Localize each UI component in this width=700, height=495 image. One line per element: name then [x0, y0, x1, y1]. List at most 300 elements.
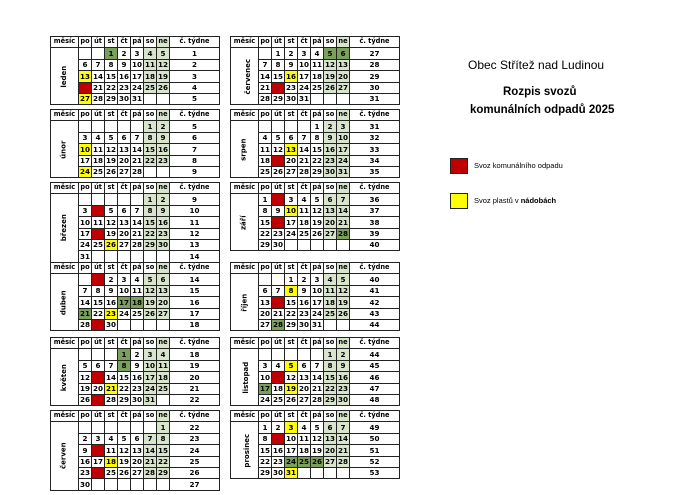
week-number-cell: 9 [170, 166, 220, 177]
day-cell: 3 [311, 274, 324, 285]
week-row [231, 274, 400, 285]
schedule-title-line1: Rozpis svozů [503, 86, 577, 98]
day-cell: 14 [144, 445, 155, 455]
day-cell: 29 [144, 240, 155, 250]
day-cell: 9 [298, 285, 311, 296]
day-cell: 16 [131, 372, 142, 382]
day-cell: 6 [79, 59, 92, 70]
day-cell [105, 121, 118, 132]
day-cell: 13 [285, 144, 296, 154]
week-number-cell: 38 [350, 217, 400, 228]
day-cell: 6 [298, 360, 311, 371]
day-cell [272, 121, 285, 132]
day-cell: 4 [92, 205, 105, 216]
day-cell: 24 [337, 156, 348, 166]
day-cell: 15 [92, 297, 103, 307]
day-cell: 28 [105, 395, 116, 405]
day-cell: 10 [285, 434, 296, 444]
day-cell: 12 [144, 286, 155, 296]
day-cell: 23 [157, 229, 168, 239]
day-cell: 14 [272, 297, 283, 307]
day-cell: 6 [324, 422, 337, 433]
day-cell: 28 [92, 94, 103, 104]
week-number-cell: 6 [170, 132, 220, 143]
day-cell: 15 [285, 297, 296, 307]
day-cell: 30 [131, 395, 142, 405]
header-cell: čt [118, 183, 131, 194]
header-cell: č. týdne [170, 37, 220, 48]
day-cell: 27 [157, 309, 168, 319]
day-cell: 1 [92, 274, 105, 285]
day-cell: 8 [311, 132, 324, 143]
day-cell: 18 [272, 384, 283, 394]
month-name: únor [59, 140, 68, 159]
day-cell: 1 [118, 349, 131, 360]
week-number-cell: 39 [350, 228, 400, 239]
day-cell [92, 48, 105, 59]
day-cell: 24 [298, 83, 309, 93]
day-cell: 8 [272, 59, 285, 70]
day-cell: 28 [272, 320, 283, 330]
week-number-cell: 16 [170, 297, 220, 308]
day-cell: 27 [92, 395, 103, 405]
day-cell: 30 [118, 94, 129, 104]
day-cell: 15 [118, 372, 129, 382]
day-cell: 19 [285, 384, 296, 394]
day-cell: 5 [118, 433, 131, 444]
month-table [50, 410, 220, 491]
legend-waste-swatch [450, 158, 468, 174]
month-name: říjen [239, 293, 248, 312]
day-cell: 30 [105, 320, 116, 330]
day-cell: 27 [337, 83, 348, 93]
header-cell: út [272, 37, 285, 48]
week-number-cell: 51 [350, 445, 400, 456]
week-number-cell: 32 [350, 132, 400, 143]
day-cell: 28 [131, 240, 142, 250]
day-cell [144, 93, 157, 104]
header-cell: č. týdne [350, 263, 400, 274]
day-cell: 18 [105, 457, 116, 467]
legend-plastic-swatch [450, 193, 468, 209]
day-cell: 29 [157, 468, 168, 478]
day-cell [157, 93, 170, 104]
month-11 [230, 410, 399, 479]
header-cell: st [285, 338, 298, 349]
day-cell: 15 [259, 445, 270, 455]
header-cell: čt [118, 110, 131, 121]
week-row [231, 349, 400, 360]
day-cell: 29 [285, 320, 296, 330]
header-cell: č. týdne [170, 411, 220, 422]
day-cell: 20 [285, 156, 296, 166]
header-cell: měsíc [51, 110, 79, 121]
day-cell [324, 239, 337, 250]
header-cell: so [144, 183, 157, 194]
week-number-cell: 30 [350, 82, 400, 93]
month-name-cell [231, 349, 259, 406]
month-0 [50, 36, 219, 105]
week-number-cell: 53 [350, 467, 400, 478]
month-name-cell [51, 48, 79, 105]
day-cell [131, 319, 144, 330]
day-cell [118, 251, 131, 262]
header-cell: pá [131, 411, 144, 422]
day-cell [131, 194, 144, 205]
day-cell [337, 467, 350, 478]
week-number-cell: 44 [350, 349, 400, 360]
header-cell: so [144, 110, 157, 121]
day-cell: 5 [311, 422, 324, 433]
week-number-cell: 42 [350, 297, 400, 308]
day-cell: 5 [79, 360, 92, 371]
week-number-cell: 48 [350, 394, 400, 405]
week-row [231, 121, 400, 132]
week-number-cell: 17 [170, 308, 220, 319]
day-cell: 18 [259, 156, 270, 166]
day-cell: 10 [131, 60, 142, 70]
day-cell: 16 [157, 144, 168, 154]
week-number-cell: 36 [350, 194, 400, 205]
day-cell: 17 [311, 297, 322, 307]
day-cell: 19 [118, 457, 129, 467]
month-table [50, 262, 220, 331]
day-cell [311, 239, 324, 250]
day-cell: 22 [311, 156, 322, 166]
day-cell: 5 [105, 132, 118, 143]
day-cell: 25 [324, 309, 335, 319]
day-cell: 27 [285, 167, 296, 177]
day-cell [105, 194, 118, 205]
header-cell: so [144, 411, 157, 422]
day-cell [259, 121, 272, 132]
day-cell: 22 [259, 229, 270, 239]
day-cell: 25 [298, 457, 309, 467]
day-cell: 26 [144, 309, 155, 319]
day-cell: 19 [144, 297, 155, 307]
header-cell: měsíc [51, 263, 79, 274]
header-cell: st [105, 411, 118, 422]
week-number-cell: 31 [350, 121, 400, 132]
month-name: srpen [239, 138, 248, 161]
week-number-cell: 40 [350, 239, 400, 250]
header-cell: měsíc [231, 263, 259, 274]
day-cell: 2 [131, 349, 144, 360]
header-cell: ne [337, 338, 350, 349]
day-cell: 2 [118, 48, 131, 59]
week-number-cell: 28 [350, 59, 400, 70]
day-cell: 15 [324, 372, 335, 382]
week-number-cell: 1 [170, 48, 220, 59]
day-cell: 11 [311, 60, 322, 70]
header-cell: ne [157, 263, 170, 274]
header-cell: so [324, 263, 337, 274]
header-cell: st [105, 183, 118, 194]
day-cell: 19 [105, 156, 116, 166]
day-cell: 10 [298, 60, 309, 70]
day-cell: 1 [259, 194, 272, 205]
day-cell: 24 [311, 309, 322, 319]
day-cell: 11 [92, 144, 103, 154]
day-cell: 20 [157, 297, 168, 307]
day-cell [337, 239, 350, 250]
day-cell: 21 [337, 217, 348, 227]
day-cell [324, 93, 337, 104]
day-cell: 24 [92, 468, 103, 478]
header-cell: měsíc [231, 411, 259, 422]
week-number-cell: 22 [170, 422, 220, 433]
day-cell: 16 [79, 457, 90, 467]
day-cell: 3 [131, 48, 144, 59]
day-cell: 15 [144, 144, 155, 154]
day-cell: 3 [118, 274, 131, 285]
day-cell: 17 [144, 372, 155, 382]
day-cell: 24 [79, 167, 90, 177]
header-cell: út [272, 338, 285, 349]
day-cell: 10 [311, 286, 322, 296]
day-cell: 29 [105, 94, 116, 104]
header-cell: pá [131, 338, 144, 349]
header-cell: so [324, 411, 337, 422]
day-cell: 11 [324, 286, 335, 296]
day-cell: 27 [259, 320, 270, 330]
day-cell: 31 [131, 94, 142, 104]
day-cell: 15 [105, 71, 116, 81]
day-cell: 7 [92, 59, 105, 70]
week-row [231, 422, 400, 433]
header-cell: pá [131, 183, 144, 194]
header-cell: ne [337, 411, 350, 422]
day-cell [79, 48, 92, 59]
day-cell: 1 [311, 121, 324, 132]
header-cell: č. týdne [350, 411, 400, 422]
day-cell: 12 [324, 60, 335, 70]
day-cell: 25 [272, 395, 283, 405]
day-cell [92, 422, 105, 433]
day-cell: 2 [157, 194, 170, 205]
header-cell: čt [298, 338, 311, 349]
day-cell: 15 [272, 71, 283, 81]
day-cell: 27 [118, 240, 129, 250]
day-cell: 28 [79, 320, 90, 330]
day-cell: 9 [105, 285, 118, 296]
header-cell: ne [157, 338, 170, 349]
day-cell: 21 [311, 384, 322, 394]
day-cell: 29 [311, 167, 322, 177]
day-cell: 22 [144, 229, 155, 239]
week-number-cell: 14 [170, 251, 220, 262]
week-number-cell: 49 [350, 422, 400, 433]
day-cell: 12 [79, 372, 90, 382]
day-cell: 21 [337, 445, 348, 455]
day-cell: 8 [144, 205, 157, 216]
day-cell: 6 [337, 48, 350, 59]
header-cell: měsíc [231, 110, 259, 121]
header-cell: ne [157, 411, 170, 422]
month-name: listopad [242, 361, 251, 394]
header-cell: po [259, 110, 272, 121]
day-cell: 17 [131, 71, 142, 81]
header-cell: pá [311, 263, 324, 274]
day-cell [144, 251, 157, 262]
day-cell: 18 [298, 217, 309, 227]
day-cell: 6 [118, 132, 131, 143]
header-cell: č. týdne [350, 37, 400, 48]
week-number-cell: 9 [170, 194, 220, 205]
header-cell: měsíc [51, 338, 79, 349]
day-cell: 14 [105, 372, 116, 382]
day-cell: 5 [324, 48, 337, 59]
schedule-title-line2: komunálních odpadů 2025 [470, 104, 615, 116]
week-number-cell: 14 [170, 274, 220, 285]
header-cell: č. týdne [350, 110, 400, 121]
legend-plastic-bold: nádobách [520, 196, 557, 205]
day-cell: 10 [92, 445, 103, 455]
month-name: duben [59, 289, 68, 315]
day-cell: 9 [131, 360, 144, 371]
day-cell: 2 [105, 274, 118, 285]
day-cell: 3 [285, 422, 298, 433]
day-cell: 17 [92, 457, 103, 467]
day-cell [311, 467, 324, 478]
header-cell: čt [298, 37, 311, 48]
day-cell: 22 [144, 156, 155, 166]
week-row [231, 48, 400, 59]
day-cell: 12 [285, 372, 296, 382]
day-cell: 2 [324, 121, 337, 132]
day-cell: 23 [118, 83, 129, 93]
week-number-cell: 10 [170, 205, 220, 216]
day-cell: 19 [157, 71, 168, 81]
week-number-cell: 40 [350, 274, 400, 285]
day-cell: 26 [79, 395, 90, 405]
day-cell: 29 [92, 320, 103, 330]
day-cell: 3 [92, 433, 105, 444]
header-cell: čt [298, 263, 311, 274]
header-cell: po [259, 411, 272, 422]
week-number-cell: 12 [170, 228, 220, 239]
week-number-cell: 18 [170, 319, 220, 330]
header-cell: po [79, 110, 92, 121]
day-cell: 29 [272, 94, 283, 104]
day-cell: 17 [79, 229, 90, 239]
day-cell: 5 [272, 132, 285, 143]
week-row [51, 274, 220, 285]
month-name-cell [231, 274, 259, 331]
header-cell: měsíc [51, 411, 79, 422]
header-cell: pá [131, 263, 144, 274]
day-cell: 6 [157, 274, 170, 285]
day-cell: 22 [259, 457, 270, 467]
header-cell: po [259, 263, 272, 274]
day-cell: 11 [131, 286, 142, 296]
day-cell [118, 422, 131, 433]
header-cell: ne [337, 110, 350, 121]
header-cell: pá [311, 37, 324, 48]
day-cell: 28 [311, 395, 322, 405]
day-cell: 1 [157, 422, 170, 433]
header-cell: pá [131, 110, 144, 121]
day-cell: 8 [105, 59, 118, 70]
header-cell: st [285, 110, 298, 121]
day-cell: 31 [311, 320, 322, 330]
day-cell [144, 319, 157, 330]
day-cell: 14 [79, 297, 90, 307]
day-cell [131, 422, 144, 433]
day-cell: 24 [144, 384, 155, 394]
day-cell: 25 [92, 240, 103, 250]
header-cell: po [79, 37, 92, 48]
week-number-cell: 31 [350, 93, 400, 104]
header-cell: út [272, 263, 285, 274]
month-3 [50, 262, 219, 331]
day-cell: 3 [144, 349, 157, 360]
day-cell: 27 [324, 229, 335, 239]
day-cell: 31 [337, 167, 348, 177]
day-cell: 30 [79, 479, 90, 489]
day-cell: 31 [144, 395, 155, 405]
day-cell: 7 [79, 285, 92, 296]
month-name: březen [59, 214, 68, 242]
day-cell: 29 [259, 240, 270, 250]
day-cell [118, 479, 131, 490]
day-cell [311, 93, 324, 104]
month-table [50, 109, 220, 178]
day-cell: 24 [285, 229, 296, 239]
day-cell: 18 [324, 297, 335, 307]
day-cell: 2 [157, 121, 170, 132]
day-cell: 22 [157, 457, 168, 467]
day-cell: 12 [118, 445, 129, 455]
day-cell: 16 [337, 372, 348, 382]
day-cell: 27 [298, 395, 309, 405]
day-cell: 15 [157, 445, 168, 455]
day-cell: 23 [324, 156, 335, 166]
day-cell: 19 [311, 217, 322, 227]
day-cell: 28 [131, 167, 142, 177]
day-cell: 21 [92, 83, 103, 93]
day-cell: 29 [259, 468, 270, 478]
day-cell: 4 [298, 422, 311, 433]
day-cell [144, 422, 157, 433]
day-cell: 16 [105, 297, 116, 307]
day-cell: 23 [298, 309, 309, 319]
day-cell [105, 349, 118, 360]
week-number-cell: 43 [350, 308, 400, 319]
day-cell: 6 [259, 285, 272, 296]
day-cell: 10 [79, 217, 90, 227]
week-number-cell: 5 [170, 93, 220, 104]
day-cell: 3 [79, 205, 92, 216]
day-cell: 26 [105, 240, 116, 250]
header-cell: ne [337, 183, 350, 194]
week-number-cell: 35 [350, 166, 400, 177]
week-number-cell: 8 [170, 155, 220, 166]
day-cell: 28 [337, 457, 348, 467]
month-name-cell [51, 274, 79, 331]
day-cell: 22 [105, 83, 116, 93]
day-cell: 9 [79, 445, 92, 456]
day-cell: 8 [157, 433, 170, 444]
day-cell: 22 [285, 309, 296, 319]
day-cell: 22 [272, 83, 283, 93]
day-cell: 3 [259, 360, 272, 371]
week-number-cell: 29 [350, 71, 400, 82]
day-cell: 14 [131, 144, 142, 154]
day-cell: 7 [105, 360, 118, 371]
day-cell: 4 [105, 433, 118, 444]
day-cell: 8 [118, 360, 131, 371]
